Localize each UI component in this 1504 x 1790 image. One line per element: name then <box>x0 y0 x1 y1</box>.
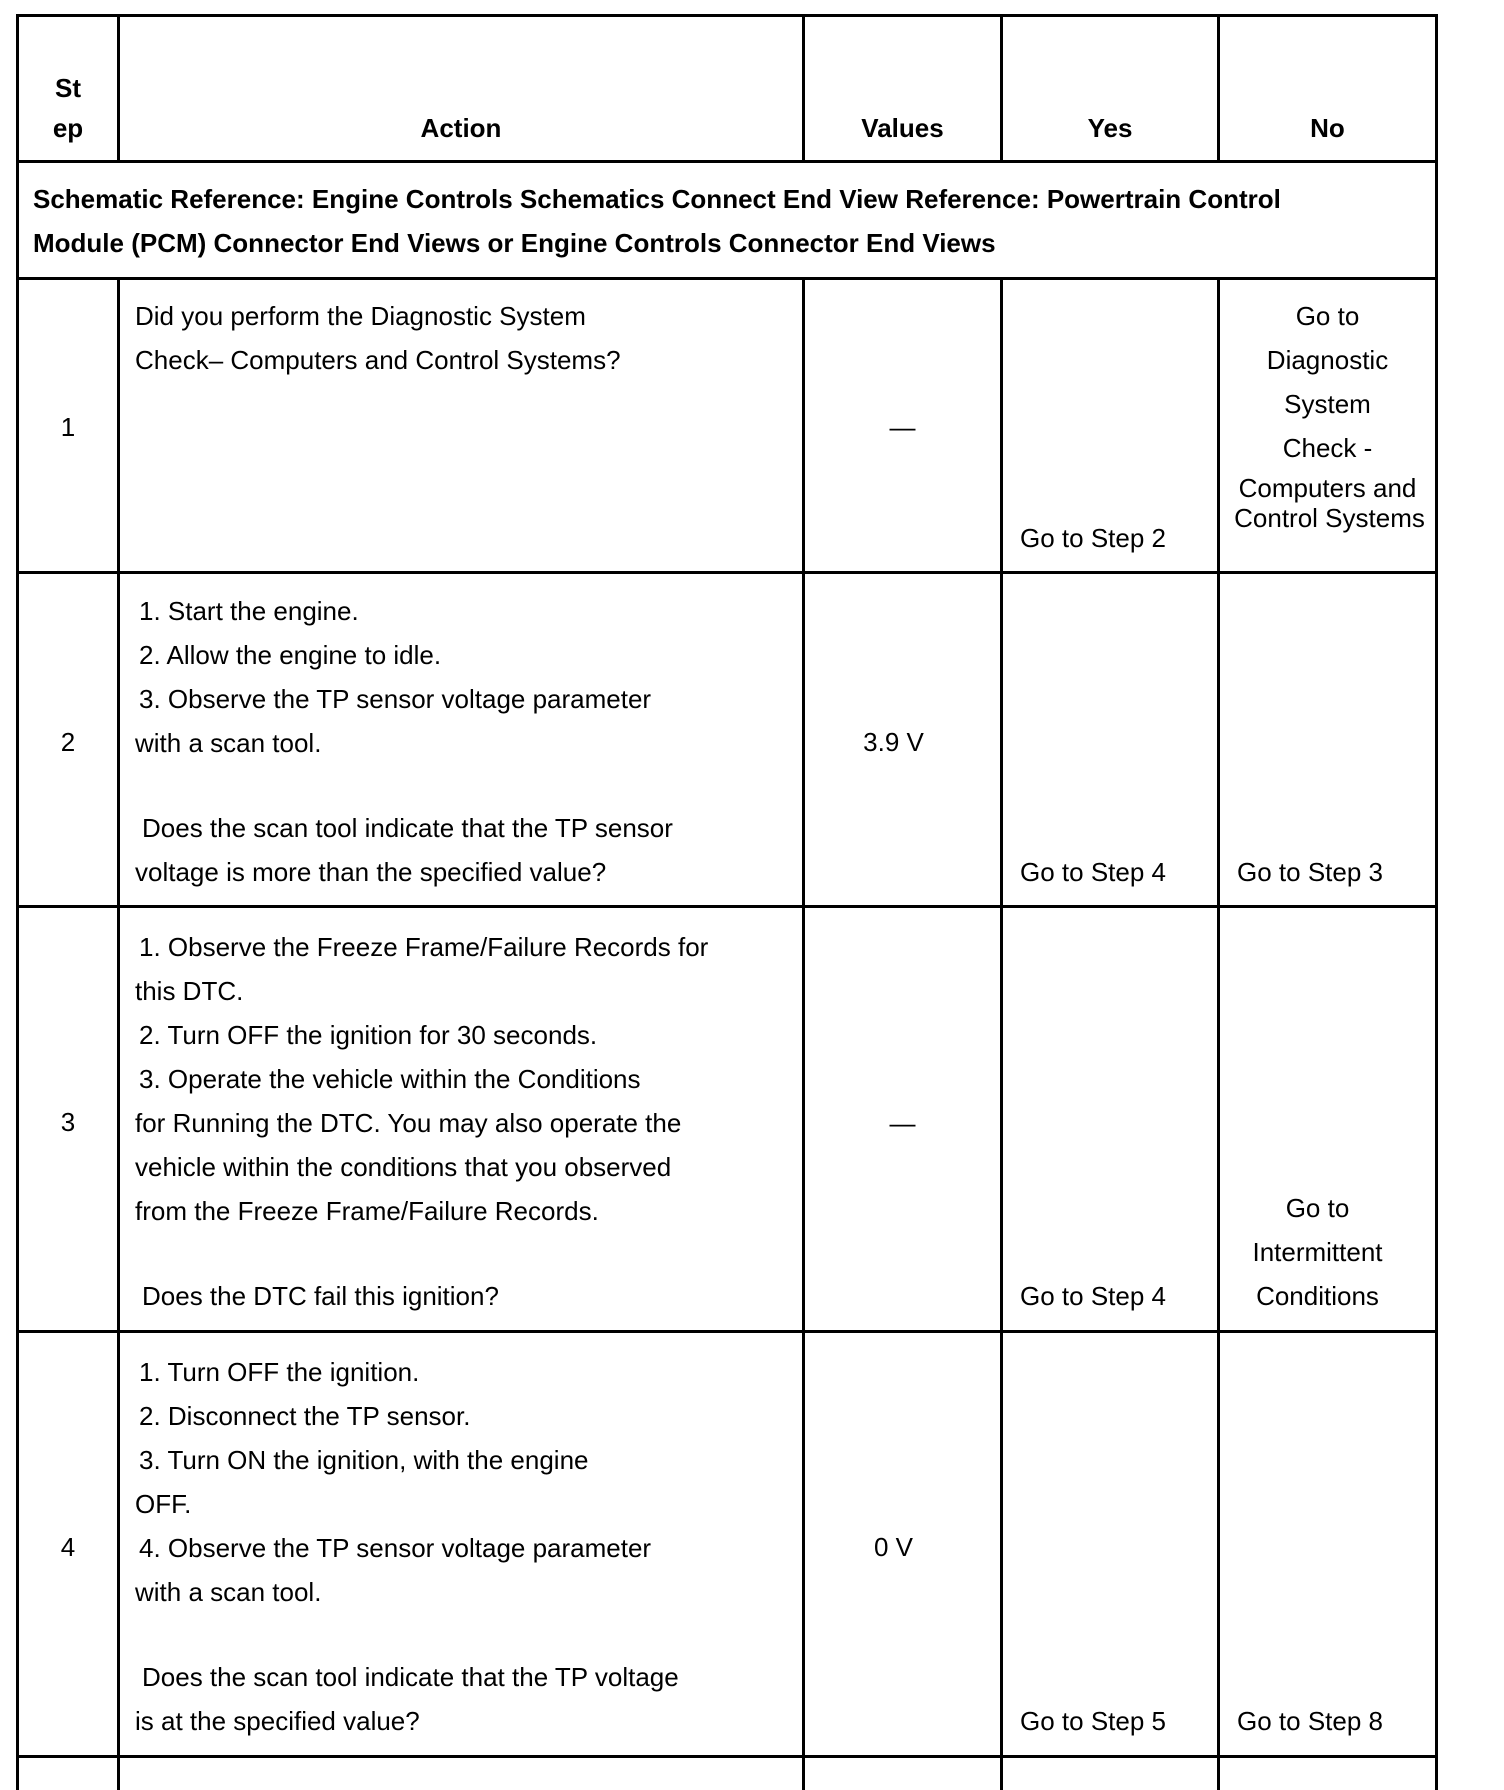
action-text: 4. Observe the TP sensor voltage parameter <box>139 1533 652 1563</box>
action-text: OFF. <box>135 1489 192 1519</box>
no-link[interactable]: Computers and <box>1238 473 1417 503</box>
value-cell: 0 V <box>873 1532 914 1562</box>
step-number: 2 <box>60 727 76 757</box>
table-border-col4 <box>1217 277 1220 1790</box>
no-link[interactable]: Check - <box>1282 433 1373 463</box>
table-border-row1-bottom <box>16 571 1438 574</box>
no-link[interactable]: Intermittent <box>1252 1237 1383 1267</box>
no-link[interactable]: Go to Step 8 <box>1237 1706 1383 1736</box>
question-text: Does the DTC fail this ignition? <box>142 1281 499 1311</box>
action-text: from the Freeze Frame/Failure Records. <box>135 1196 599 1226</box>
header-values: Values <box>861 113 944 143</box>
no-link[interactable]: Diagnostic <box>1266 345 1389 375</box>
action-text: with a scan tool. <box>135 1577 322 1607</box>
action-text: 1. Start the engine. <box>139 596 359 626</box>
action-text: 1. Observe the Freeze Frame/Failure Records for <box>139 932 709 962</box>
action-text: this DTC. <box>135 976 244 1006</box>
question-text: voltage is more than the specified value? <box>135 857 607 887</box>
table-border-left <box>16 14 19 1790</box>
table-border-col3 <box>1000 277 1003 1790</box>
header-no: No <box>1310 113 1345 143</box>
action-text: 3. Observe the TP sensor voltage parameter <box>139 684 652 714</box>
action-text: for Running the DTC. You may also operate the <box>135 1108 682 1138</box>
no-link[interactable]: Go to <box>1285 1193 1350 1223</box>
action-text: vehicle within the conditions that you observed <box>135 1152 672 1182</box>
yes-link[interactable]: Go to Step 5 <box>1020 1706 1166 1736</box>
action-text: 3. Operate the vehicle within the Conditions <box>139 1064 641 1094</box>
table-border-row3-bottom <box>16 1330 1438 1333</box>
table-border-reference-bottom <box>16 277 1438 280</box>
action-text: 2. Turn OFF the ignition for 30 seconds. <box>139 1020 598 1050</box>
yes-link[interactable]: Go to Step 2 <box>1020 523 1166 553</box>
action-text: Check– Computers and Control Systems? <box>135 345 621 375</box>
yes-link[interactable]: Go to Step 4 <box>1020 857 1166 887</box>
table-border-row2-bottom <box>16 905 1438 908</box>
step-number: 4 <box>60 1532 76 1562</box>
value-cell: — <box>889 412 916 442</box>
table-border-col1 <box>117 277 120 1790</box>
no-link[interactable]: Go to Step 3 <box>1237 857 1383 887</box>
action-text: 2. Disconnect the TP sensor. <box>139 1401 471 1431</box>
action-text: Did you perform the Diagnostic System <box>135 301 586 331</box>
no-link[interactable]: Control Systems <box>1234 503 1425 533</box>
header-step-line2: ep <box>52 113 84 143</box>
table-border-right <box>1435 14 1438 1790</box>
value-cell: — <box>889 1108 916 1138</box>
header-action: Action <box>420 113 502 143</box>
question-text: Does the scan tool indicate that the TP sensor <box>142 813 673 843</box>
table-border-header-bottom <box>16 160 1438 163</box>
action-text: 3. Turn ON the ignition, with the engine <box>139 1445 589 1475</box>
table-border-row4-bottom <box>16 1755 1438 1758</box>
action-text: 2. Allow the engine to idle. <box>139 640 442 670</box>
no-link[interactable]: Conditions <box>1256 1281 1379 1311</box>
yes-link[interactable]: Go to Step 4 <box>1020 1281 1166 1311</box>
question-text: Does the scan tool indicate that the TP voltage <box>142 1662 679 1692</box>
schematic-reference-line1: Schematic Reference: Engine Controls Schematics Connect End View Reference: Powertrain Control <box>33 184 1281 214</box>
step-number: 1 <box>60 412 76 442</box>
header-yes: Yes <box>1087 113 1133 143</box>
table-border-top <box>16 14 1438 17</box>
header-step-line1: St <box>55 73 81 103</box>
action-text: with a scan tool. <box>135 728 322 758</box>
step-number: 3 <box>60 1107 76 1137</box>
value-cell: 3.9 V <box>863 727 924 757</box>
no-link[interactable]: System <box>1284 389 1371 419</box>
no-link[interactable]: Go to <box>1295 301 1360 331</box>
action-text: 1. Turn OFF the ignition. <box>139 1357 420 1387</box>
question-text: is at the specified value? <box>135 1706 420 1736</box>
schematic-reference-line2: Module (PCM) Connector End Views or Engine Controls Connector End Views <box>33 228 996 258</box>
